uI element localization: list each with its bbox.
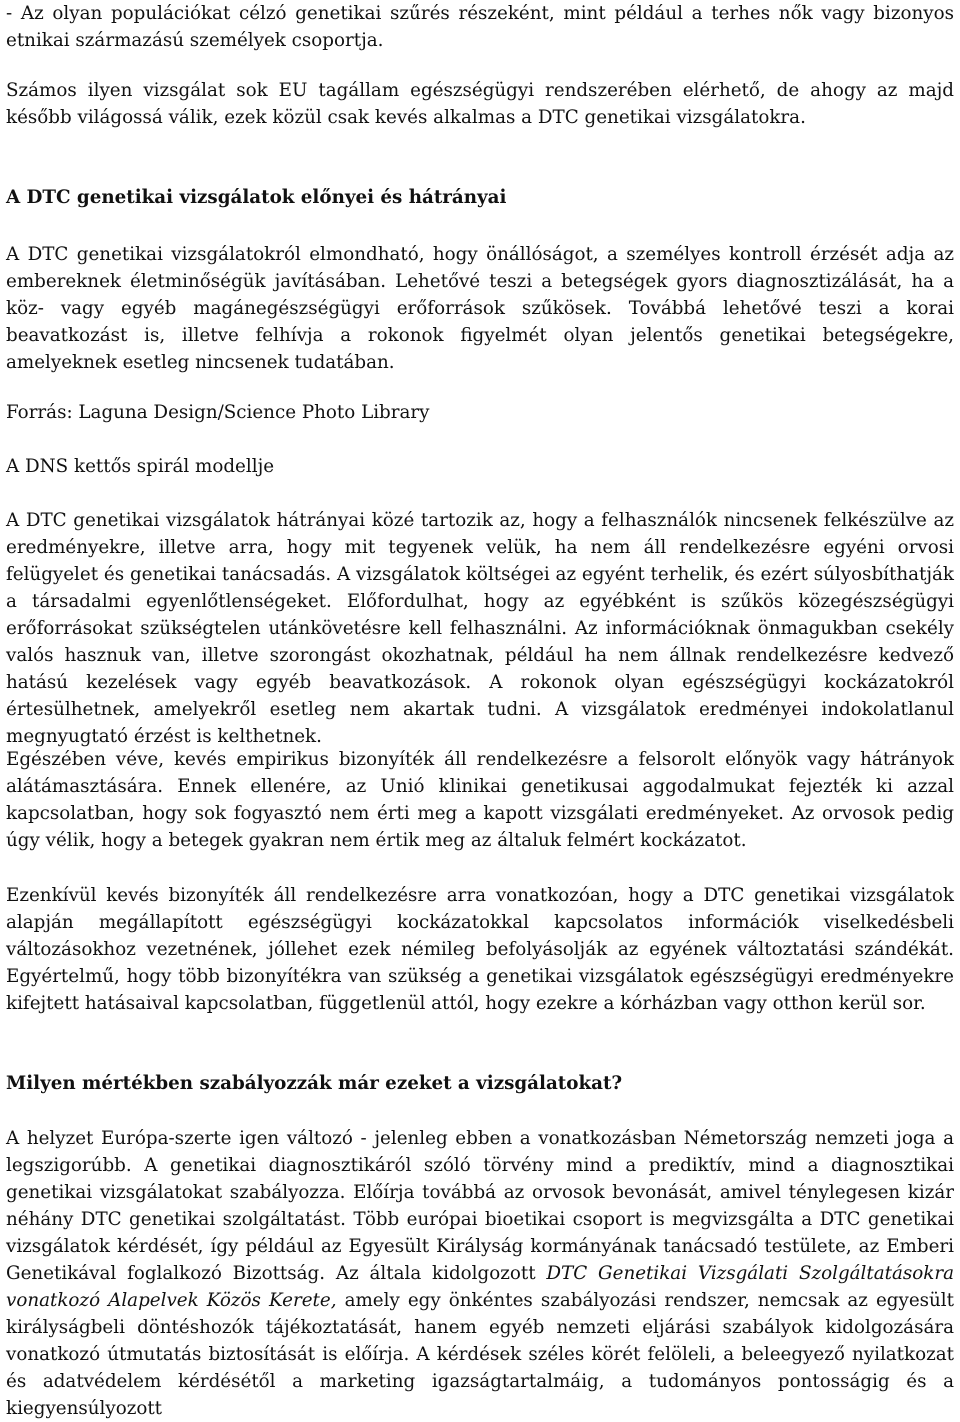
pros-paragraph: A DTC genetikai vizsgálatokról elmondható, hogy önállóságot, a személyes kontroll érzését adja az embereknek életminőségük javításában. Lehetővé teszi a betegségek gyors diagnosztizálását, ha a köz- vagy egyéb magánegészségügyi erőforrások szűkösek. Továbbá lehetővé teszi a korai beavatkozást is, illetve felhívja a rokonok figyelmét olyan jelentős genetikai betegségekre, amelyeknek esetleg nincsenek tudatában. <box>6 244 954 373</box>
behaviour-paragraph: Ezenkívül kevés bizonyíték áll rendelkezésre arra vonatkozóan, hogy a DTC genetikai vizsgálatok alapján megállapított egészségügyi kockázatokkal kapcsolatos információk viselkedésbeli változásokhoz vezetnének, jóllehet ezek némileg befolyásolják az egyének változtatási szándékát. Egyértelmű, hogy több bizonyítékra van szükség a genetikai vizsgálatok egészségügyi eredményekre kifejtett hatásaival kapcsolatban, függetlenül attól, hogy ezekre a kórházban vagy otthon kerül sor. <box>6 885 954 1014</box>
evidence-paragraph: Egészében véve, kevés empirikus bizonyíték áll rendelkezésre a felsorolt előnyök vagy hátrányok alátámasztására. Ennek ellenére, az Unió klinikai genetikusai aggodalmukat fejezték ki azzal kapcsolatban, hogy sok fogyasztó nem érti meg a kapott vizsgálati eredményeket. Az orvosok pedig úgy vélik, hogy a betegek gyakran nem értik meg az általuk felmért kockázatot. <box>6 749 954 851</box>
regulation-text-end: amely egy önkéntes szabályozási rendszer, nemcsak az egyesült királyságbeli döntéshozók tájékoztatását, hanem egyéb nemzeti eljárási szabályok kidolgozására vonatkozó útmutatás biztosítását is előírja. A kérdések széles körét felöleli, a beleegyező nyilatkozat és adatvédelem kérdésétől a marketing igazságtartalmáig, a tudományos pontosságig és a kiegyensúlyozott <box>6 1290 954 1419</box>
regulation-text-start: A helyzet Európa-szerte igen változó - jelenleg ebben a vonatkozásban Németország nemzeti joga a legszigorúbb. A genetikai diagnosztikáról szóló törvény mind a prediktív, mind a diagnosztikai genetikai vizsgálatokat szabályozza. Előírja továbbá az orvosok bevonását, amivel ténylegesen kizár néhány DTC genetikai szolgáltatást. Több európai bioetikai csoport is megvizsgálta a DTC genetikai vizsgálatok kérdését, így például az Egyesült Királyság kormányának tanácsadó testülete, az Emberi Genetikával foglalkozó Bizottság. Az általa kidolgozott <box>6 1128 954 1284</box>
image-source-credit: Forrás: Laguna Design/Science Photo Library <box>6 402 430 423</box>
intro-list-item: - Az olyan populációkat célzó genetikai szűrés részeként, mint például a terhes nők vagy bizonyos etnikai származású személyek csoportja. <box>6 3 954 51</box>
cons-paragraph: A DTC genetikai vizsgálatok hátrányai közé tartozik az, hogy a felhasználók nincsenek felkészülve az eredményekre, illetve arra, hogy mit tegyenek velük, ha nem áll rendelkezésre egyéni orvosi felügyelet és genetikai tanácsadás. A vizsgálatok költségei az egyént terhelik, és ezért súlyosbíthatják a társadalmi egyenlőtlenségeket. Előfordulhat, hogy az egyébként is szűkös közegészségügyi erőforrásokat szükségtelen utánkövetésre kell felhasználni. Az információknak önmagukban csekély valós hasznuk van, illetve szorongást okozhatnak, például ha nem állnak rendelkezésre kedvező hatású kezelések vagy egyéb beavatkozások. A rokonok olyan egészségügyi kockázatokról értesülhetnek, amelyekről esetleg nem akartak tudni. A vizsgálatok eredményei indokolatlanul megnyugtató érzést is kelthetnek. <box>6 510 954 747</box>
image-caption: A DNS kettős spirál modellje <box>6 456 275 477</box>
section-heading-regulation: Milyen mértékben szabályozzák már ezeket a vizsgálatokat? <box>6 1073 623 1094</box>
intro-paragraph: Számos ilyen vizsgálat sok EU tagállam egészségügyi rendszerében elérhető, de ahogy az majd később világossá válik, ezek közül csak kevés alkalmas a DTC genetikai vizsgálatokra. <box>6 80 954 128</box>
section-heading-pros-cons: A DTC genetikai vizsgálatok előnyei és hátrányai <box>6 187 507 208</box>
regulation-paragraph <box>6 1125 954 1422</box>
framework-title: DTC Genetikai Vizsgálati Szolgáltatásokra vonatkozó Alapelvek Közös Kerete, <box>6 1263 954 1311</box>
